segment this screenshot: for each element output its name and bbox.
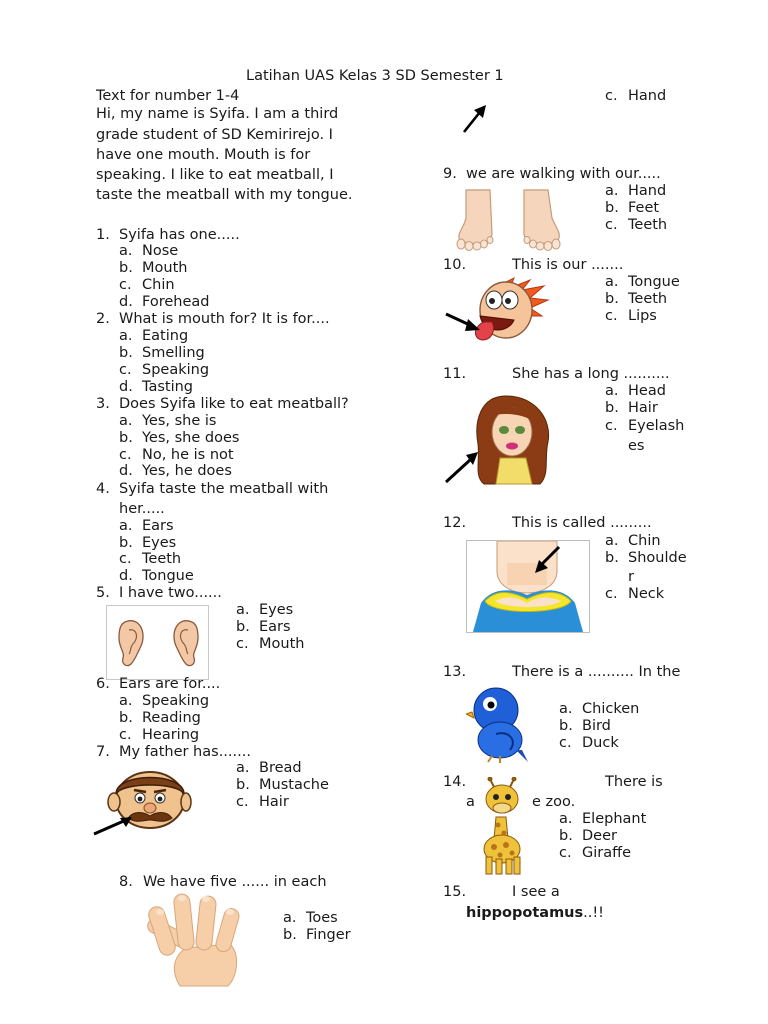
question-text: Ears are for.... — [119, 676, 221, 692]
option-letter: a. — [119, 518, 133, 534]
option-letter: c. — [559, 845, 572, 861]
question-number: 1. — [96, 227, 110, 243]
option-letter: b. — [605, 291, 619, 307]
question-text: What is mouth for? It is for.... — [119, 311, 330, 327]
hand-picture — [140, 890, 252, 990]
question-number: 3. — [96, 396, 110, 412]
option-text: Deer — [582, 828, 617, 844]
option-letter: c. — [605, 418, 618, 434]
option-text: Forehead — [142, 294, 210, 310]
question-text: I see a — [512, 884, 560, 900]
option-letter: b. — [236, 777, 250, 793]
option-text: Finger — [306, 927, 351, 943]
question-number: 13. — [443, 664, 467, 680]
option-letter: a. — [236, 602, 250, 618]
question-number: 10. — [443, 257, 467, 273]
question-text: This is our ....... — [512, 257, 624, 273]
father-mustache-picture — [92, 764, 192, 838]
option-text: Elephant — [582, 811, 647, 827]
question-text: a — [466, 794, 475, 810]
option-text: No, he is not — [142, 447, 234, 463]
option-text: Lips — [628, 308, 657, 324]
option-letter: d. — [119, 463, 133, 479]
option-text: Teeth — [628, 291, 668, 307]
question-number: 11. — [443, 366, 467, 382]
tongue-face-picture — [444, 276, 554, 346]
option-letter: c. — [605, 586, 618, 602]
intro-line: grade student of SD Kemirirejo. I — [96, 127, 333, 143]
option-text: Tongue — [628, 274, 680, 290]
intro-line: taste the meatball with my tongue. — [96, 187, 353, 203]
option-text: Reading — [142, 710, 201, 726]
question-text: My father has....... — [119, 744, 251, 760]
option-letter: a. — [559, 701, 573, 717]
option-text: Mustache — [259, 777, 329, 793]
option-text: Eating — [142, 328, 189, 344]
option-text-wrap: r — [628, 569, 634, 585]
option-text: Chin — [142, 277, 175, 293]
question-text: This is called ......... — [512, 515, 652, 531]
option-letter: a. — [119, 693, 133, 709]
option-letter: c. — [119, 551, 132, 567]
blue-bird-picture — [466, 684, 530, 764]
option-text: Speaking — [142, 362, 210, 378]
option-letter: d. — [119, 294, 133, 310]
question-number: 8. — [119, 874, 133, 890]
question-number: 9. — [443, 166, 457, 182]
question-number: 6. — [96, 676, 110, 692]
option-letter: a. — [605, 183, 619, 199]
question-text: I have two...... — [119, 585, 222, 601]
option-letter: b. — [119, 535, 133, 551]
option-text: Tongue — [142, 568, 194, 584]
question-text: Syifa has one..... — [119, 227, 240, 243]
question-text: her..... — [119, 501, 165, 517]
question-text: We have five ...... in each — [143, 874, 327, 890]
option-text: Chicken — [582, 701, 640, 717]
question-number: 7. — [96, 744, 110, 760]
option-text: Speaking — [142, 693, 210, 709]
option-letter: a. — [559, 811, 573, 827]
option-letter: c. — [236, 794, 249, 810]
option-text: Chin — [628, 533, 661, 549]
option-letter: a. — [236, 760, 250, 776]
girl-long-hair-picture — [444, 392, 560, 488]
question-text: we are walking with our..... — [466, 166, 661, 182]
option-text: Teeth — [628, 217, 668, 233]
option-letter: a. — [283, 910, 297, 926]
option-letter: a. — [605, 533, 619, 549]
option-letter: b. — [119, 710, 133, 726]
question-number: 2. — [96, 311, 110, 327]
arrow-icon — [462, 104, 488, 134]
option-letter: a. — [605, 383, 619, 399]
option-text: Neck — [628, 586, 665, 602]
option-text: Smelling — [142, 345, 205, 361]
option-letter: b. — [119, 430, 133, 446]
question-text: e zoo. — [532, 794, 576, 810]
option-text: Yes, she does — [142, 430, 240, 446]
option-text: Eyes — [142, 535, 177, 551]
option-text: Teeth — [142, 551, 182, 567]
option-letter: c. — [605, 217, 618, 233]
option-letter: c. — [119, 727, 132, 743]
option-letter: b. — [559, 718, 573, 734]
option-text: Ears — [142, 518, 174, 534]
option-text: Mouth — [142, 260, 188, 276]
question-number: 5. — [96, 585, 110, 601]
option-text: Hair — [259, 794, 289, 810]
option-letter: b. — [605, 400, 619, 416]
option-text: Giraffe — [582, 845, 632, 861]
option-letter: c. — [119, 277, 132, 293]
option-text: Eyes — [259, 602, 294, 618]
question-number: 14. — [443, 774, 467, 790]
answer-line — [466, 905, 604, 922]
option-text: Duck — [582, 735, 619, 751]
option-text: Yes, she is — [142, 413, 217, 429]
intro-line: speaking. I like to eat meatball, I — [96, 167, 334, 183]
option-text: Nose — [142, 243, 179, 259]
question-text: She has a long .......... — [512, 366, 670, 382]
option-letter: b. — [119, 260, 133, 276]
option-letter: b. — [605, 550, 619, 566]
neck-picture — [466, 540, 590, 633]
option-text: Ears — [259, 619, 291, 635]
option-text: Tasting — [142, 379, 194, 395]
option-text: Shoulde — [628, 550, 687, 566]
ears-picture — [106, 605, 209, 680]
option-letter: d. — [119, 379, 133, 395]
feet-picture — [452, 188, 568, 254]
page-title: Latihan UAS Kelas 3 SD Semester 1 — [246, 68, 504, 84]
option-text: Mouth — [259, 636, 305, 652]
option-letter: b. — [605, 200, 619, 216]
intro-heading: Text for number 1-4 — [96, 88, 240, 104]
option-letter: d. — [119, 568, 133, 584]
option-text-wrap: es — [628, 438, 645, 454]
option-letter: c. — [236, 636, 249, 652]
option-text: Bird — [582, 718, 611, 734]
question-number: 15. — [443, 884, 467, 900]
option-text: Hearing — [142, 727, 200, 743]
option-letter: c. — [119, 447, 132, 463]
option-text: Toes — [306, 910, 338, 926]
option-letter: b. — [559, 828, 573, 844]
option-text: Bread — [259, 760, 302, 776]
option-text: Eyelash — [628, 418, 685, 434]
option-text: Hand — [628, 183, 667, 199]
question-text: Syifa taste the meatball with — [119, 481, 329, 497]
option-letter: c. — [119, 362, 132, 378]
option-text: Hair — [628, 400, 658, 416]
option-text: Head — [628, 383, 666, 399]
option-letter: c. — [605, 308, 618, 324]
option-text: Feet — [628, 200, 660, 216]
answer-suffix: ..!! — [583, 905, 604, 921]
option-letter: a. — [605, 274, 619, 290]
option-letter: b. — [236, 619, 250, 635]
option-letter: a. — [119, 413, 133, 429]
question-text: There is — [605, 774, 663, 790]
question-text: There is a .......... In the — [512, 664, 681, 680]
option-letter: a. — [119, 243, 133, 259]
intro-line: Hi, my name is Syifa. I am a third — [96, 106, 339, 122]
option-letter: c. — [605, 88, 618, 104]
option-letter: b. — [119, 345, 133, 361]
question-text: Does Syifa like to eat meatball? — [119, 396, 349, 412]
giraffe-picture — [472, 777, 534, 875]
question-number: 4. — [96, 481, 110, 497]
bold-answer-text: hippopotamus — [466, 905, 584, 921]
option-letter: a. — [119, 328, 133, 344]
option-text: Hand — [628, 88, 667, 104]
option-letter: c. — [559, 735, 572, 751]
option-text: Yes, he does — [142, 463, 232, 479]
question-number: 12. — [443, 515, 467, 531]
option-letter: b. — [283, 927, 297, 943]
intro-line: have one mouth. Mouth is for — [96, 147, 311, 163]
